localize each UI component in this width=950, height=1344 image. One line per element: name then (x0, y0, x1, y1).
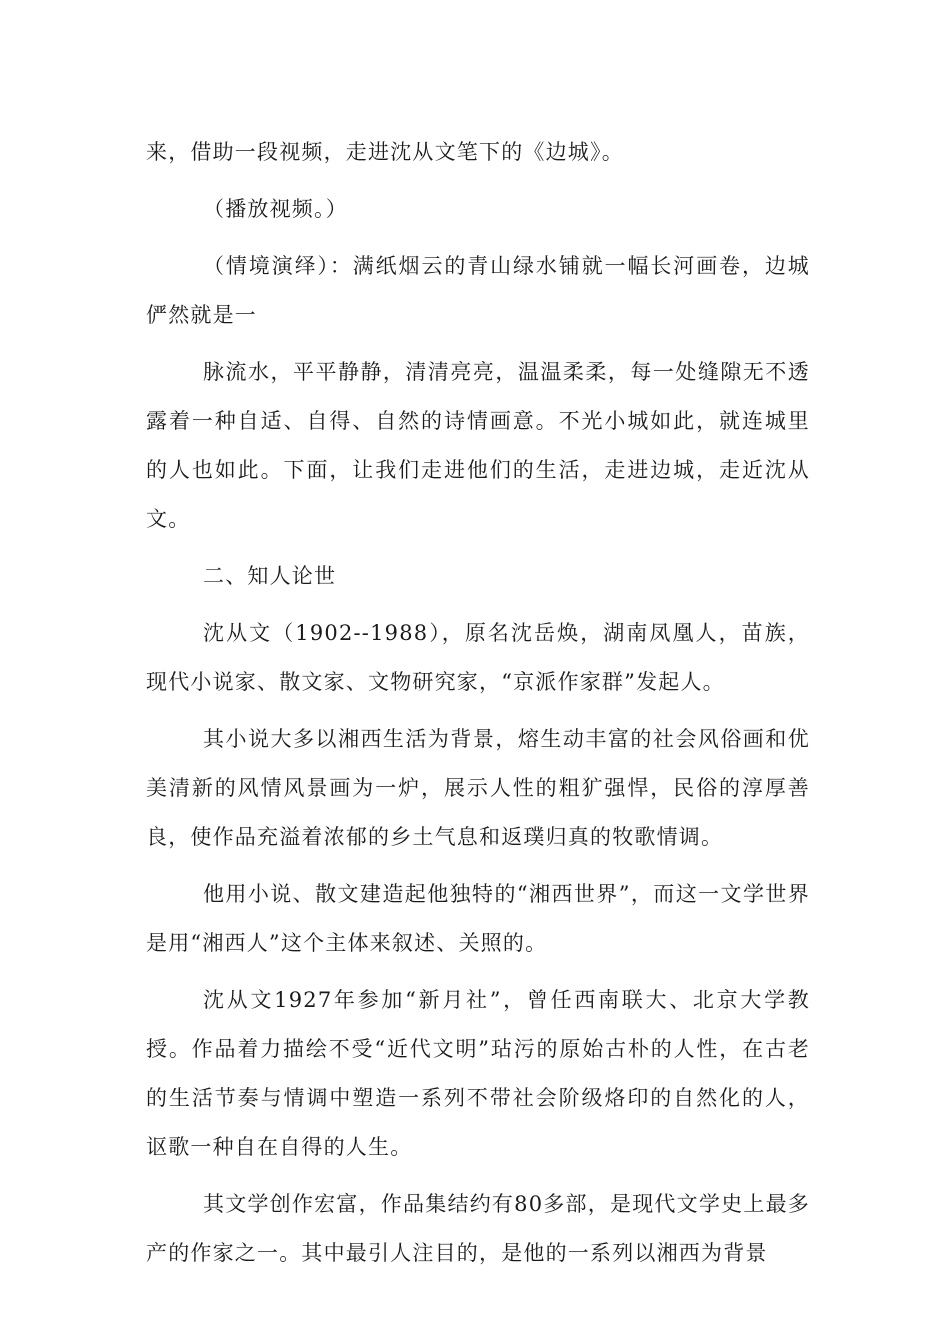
paragraph-9: 其文学创作宏富，作品集结约有80多部，是现代文学史上最多产的作家之一。其中最引人注目的，是他的一系列以湘西为背景 (146, 1192, 810, 1265)
paragraph-1: 来，借助一段视频，走进沈从文笔下的《边城》。 (146, 140, 624, 164)
paragraph-2: （播放视频。） (203, 197, 348, 221)
paragraph-3: （情境演绎）：满纸烟云的青山绿水铺就一幅长河画卷，边城俨然就是一 (146, 254, 810, 327)
section-heading: 二、知人论世 (203, 564, 337, 588)
document-body (146, 128, 810, 1286)
paragraph-6: 其小说大多以湘西生活为背景，熔生动丰富的社会风俗画和优美清新的风情风景画为一炉，展示人性的粗犷强悍，民俗的淳厚善良，使作品充溢着浓郁的乡土气息和返璞归真的牧歌情调。 (146, 727, 810, 849)
paragraph-4: 脉流水，平平静静，清清亮亮，温温柔柔，每一处缝隙无不透露着一种自适、自得、自然的诗情画意。不光小城如此，就连城里的人也如此。下面，让我们走进他们的生活，走进边城，走近沈从文。 (146, 360, 810, 531)
paragraph-8: 沈从文1927年参加“新月社”，曾任西南联大、北京大学教授。作品着力描绘不受“近代文明”玷污的原始古朴的人性，在古老的生活节奏与情调中塑造一系列不带社会阶级烙印的自然化的人，讴歌一种自在自得的人生。 (146, 988, 810, 1159)
paragraph-7: 他用小说、散文建造起他独特的“湘西世界”，而这一文学世界是用“湘西人”这个主体来叙述、关照的。 (146, 882, 810, 955)
paragraph-5: 沈从文（1902--1988），原名沈岳焕，湖南凤凰人，苗族，现代小说家、散文家、文物研究家，“京派作家群”发起人。 (146, 621, 810, 694)
